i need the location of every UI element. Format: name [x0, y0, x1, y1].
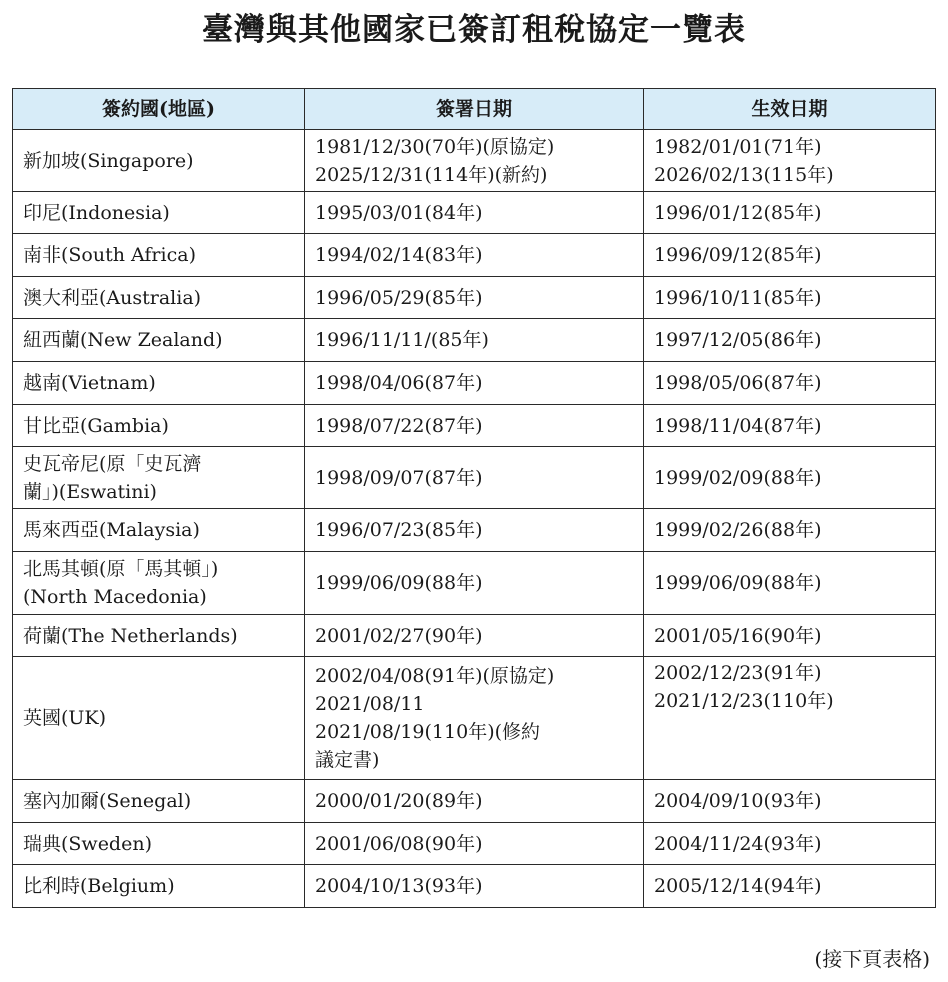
signing-date-cell	[305, 405, 644, 447]
effective-date-cell	[644, 130, 936, 192]
country-cell	[13, 192, 305, 234]
column-header-country: 簽約國(地區)	[13, 89, 305, 130]
country-text: 南非(South Africa)	[23, 244, 196, 266]
signing-date-text: 1998/04/06(87年)	[315, 372, 483, 394]
effective-date-cell	[644, 362, 936, 405]
effective-date-text: 2021/12/23(110年)	[654, 690, 834, 712]
signing-date-cell	[305, 865, 644, 908]
effective-date-text: 1999/06/09(88年)	[654, 572, 822, 594]
signing-date-text: 2021/08/19(110年)(修約	[315, 721, 541, 743]
country-text: 瑞典(Sweden)	[23, 832, 152, 855]
country-text: 比利時(Belgium)	[23, 875, 175, 897]
effective-date-cell	[644, 615, 936, 657]
country-cell	[13, 780, 305, 823]
effective-date-text: 1998/11/04(87年)	[654, 414, 822, 437]
effective-date-text: 2004/11/24(93年)	[654, 832, 822, 855]
page-title: 臺灣與其他國家已簽訂租稅協定一覽表	[202, 12, 746, 48]
effective-date-cell	[644, 447, 936, 509]
effective-date-text: 1997/12/05(86年)	[654, 329, 822, 351]
signing-date-cell	[305, 277, 644, 319]
signing-date-text: 2000/01/20(89年)	[315, 790, 483, 812]
effective-date-text: 1996/01/12(85年)	[654, 201, 822, 224]
country-text: 北馬其頓(原「馬其頓」)	[23, 558, 219, 580]
treaty-table	[12, 88, 936, 908]
country-cell	[13, 234, 305, 277]
country-cell	[13, 447, 305, 509]
signing-date-cell	[305, 362, 644, 405]
effective-date-text: 1996/09/12(85年)	[654, 244, 822, 266]
effective-date-cell	[644, 823, 936, 865]
signing-date-cell	[305, 823, 644, 865]
table-row	[13, 615, 936, 657]
effective-date-cell	[644, 657, 936, 780]
continued-note: (接下頁表格)	[814, 947, 930, 971]
table-row	[13, 447, 936, 509]
country-cell	[13, 362, 305, 405]
table-row	[13, 865, 936, 908]
country-cell	[13, 130, 305, 192]
signing-date-cell	[305, 234, 644, 277]
country-cell	[13, 615, 305, 657]
table-row	[13, 277, 936, 319]
country-text: 荷蘭(The Netherlands)	[23, 624, 238, 647]
table-row	[13, 192, 936, 234]
country-text: 新加坡(Singapore)	[23, 149, 194, 172]
country-text: 英國(UK)	[23, 707, 107, 729]
table-row	[13, 362, 936, 405]
effective-date-text: 2004/09/10(93年)	[654, 790, 822, 812]
signing-date-cell	[305, 657, 644, 780]
signing-date-text: 2021/08/11	[315, 693, 425, 715]
table-row	[13, 234, 936, 277]
country-cell	[13, 552, 305, 615]
signing-date-cell	[305, 552, 644, 615]
table-row	[13, 823, 936, 865]
country-cell	[13, 823, 305, 865]
effective-date-cell	[644, 319, 936, 362]
effective-date-cell	[644, 509, 936, 552]
signing-date-text: 2001/06/08(90年)	[315, 832, 483, 855]
effective-date-text: 1996/10/11(85年)	[654, 286, 822, 309]
country-text: (North Macedonia)	[23, 586, 207, 608]
signing-date-text: 2002/04/08(91年)(原協定)	[315, 665, 555, 687]
signing-date-text: 1994/02/14(83年)	[315, 244, 483, 266]
effective-date-text: 1982/01/01(71年)	[654, 135, 822, 158]
column-header-effective-date: 生效日期	[644, 89, 936, 130]
country-text: 甘比亞(Gambia)	[23, 414, 169, 437]
effective-date-cell	[644, 552, 936, 615]
signing-date-text: 1999/06/09(88年)	[315, 572, 483, 594]
country-cell	[13, 657, 305, 780]
country-cell	[13, 865, 305, 908]
country-cell	[13, 319, 305, 362]
signing-date-cell	[305, 509, 644, 552]
table-row	[13, 509, 936, 552]
effective-date-cell	[644, 865, 936, 908]
country-text: 蘭」)(Eswatini)	[23, 480, 157, 503]
country-cell	[13, 405, 305, 447]
signing-date-cell	[305, 319, 644, 362]
signing-date-text: 1995/03/01(84年)	[315, 201, 483, 224]
signing-date-cell	[305, 130, 644, 192]
effective-date-text: 2026/02/13(115年)	[654, 163, 834, 186]
effective-date-text: 1998/05/06(87年)	[654, 372, 822, 394]
table-row	[13, 130, 936, 192]
signing-date-text: 議定書)	[315, 749, 380, 771]
effective-date-cell	[644, 234, 936, 277]
effective-date-text: 2002/12/23(91年)	[654, 662, 822, 684]
signing-date-text: 2001/02/27(90年)	[315, 624, 483, 647]
country-text: 馬來西亞(Malaysia)	[23, 519, 200, 541]
signing-date-text: 1996/11/11/(85年)	[315, 329, 489, 351]
signing-date-text: 1998/07/22(87年)	[315, 414, 483, 437]
effective-date-text: 2001/05/16(90年)	[654, 624, 822, 647]
signing-date-text: 2004/10/13(93年)	[315, 875, 483, 897]
table-header-row	[13, 89, 936, 130]
effective-date-text: 1999/02/26(88年)	[654, 519, 822, 541]
signing-date-text: 1981/12/30(70年)(原協定)	[315, 135, 555, 158]
effective-date-cell	[644, 405, 936, 447]
country-text: 越南(Vietnam)	[23, 372, 156, 394]
effective-date-cell	[644, 780, 936, 823]
signing-date-cell	[305, 780, 644, 823]
table-row	[13, 780, 936, 823]
table-row	[13, 319, 936, 362]
country-cell	[13, 509, 305, 552]
effective-date-cell	[644, 192, 936, 234]
column-header-signing-date: 簽署日期	[305, 89, 644, 130]
effective-date-text: 2005/12/14(94年)	[654, 875, 822, 897]
country-text: 史瓦帝尼(原「史瓦濟	[23, 452, 202, 475]
table-row	[13, 657, 936, 780]
country-cell	[13, 277, 305, 319]
country-text: 紐西蘭(New Zealand)	[23, 329, 223, 351]
signing-date-text: 1996/05/29(85年)	[315, 286, 483, 309]
country-text: 塞內加爾(Senegal)	[23, 790, 192, 812]
table-row	[13, 405, 936, 447]
signing-date-cell	[305, 615, 644, 657]
country-text: 澳大利亞(Australia)	[23, 286, 202, 309]
effective-date-cell	[644, 277, 936, 319]
effective-date-text: 1999/02/09(88年)	[654, 466, 822, 489]
signing-date-text: 2025/12/31(114年)(新約)	[315, 163, 548, 186]
signing-date-text: 1996/07/23(85年)	[315, 519, 483, 541]
table-row	[13, 552, 936, 615]
country-text: 印尼(Indonesia)	[23, 201, 170, 224]
signing-date-cell	[305, 192, 644, 234]
signing-date-cell	[305, 447, 644, 509]
signing-date-text: 1998/09/07(87年)	[315, 466, 483, 489]
